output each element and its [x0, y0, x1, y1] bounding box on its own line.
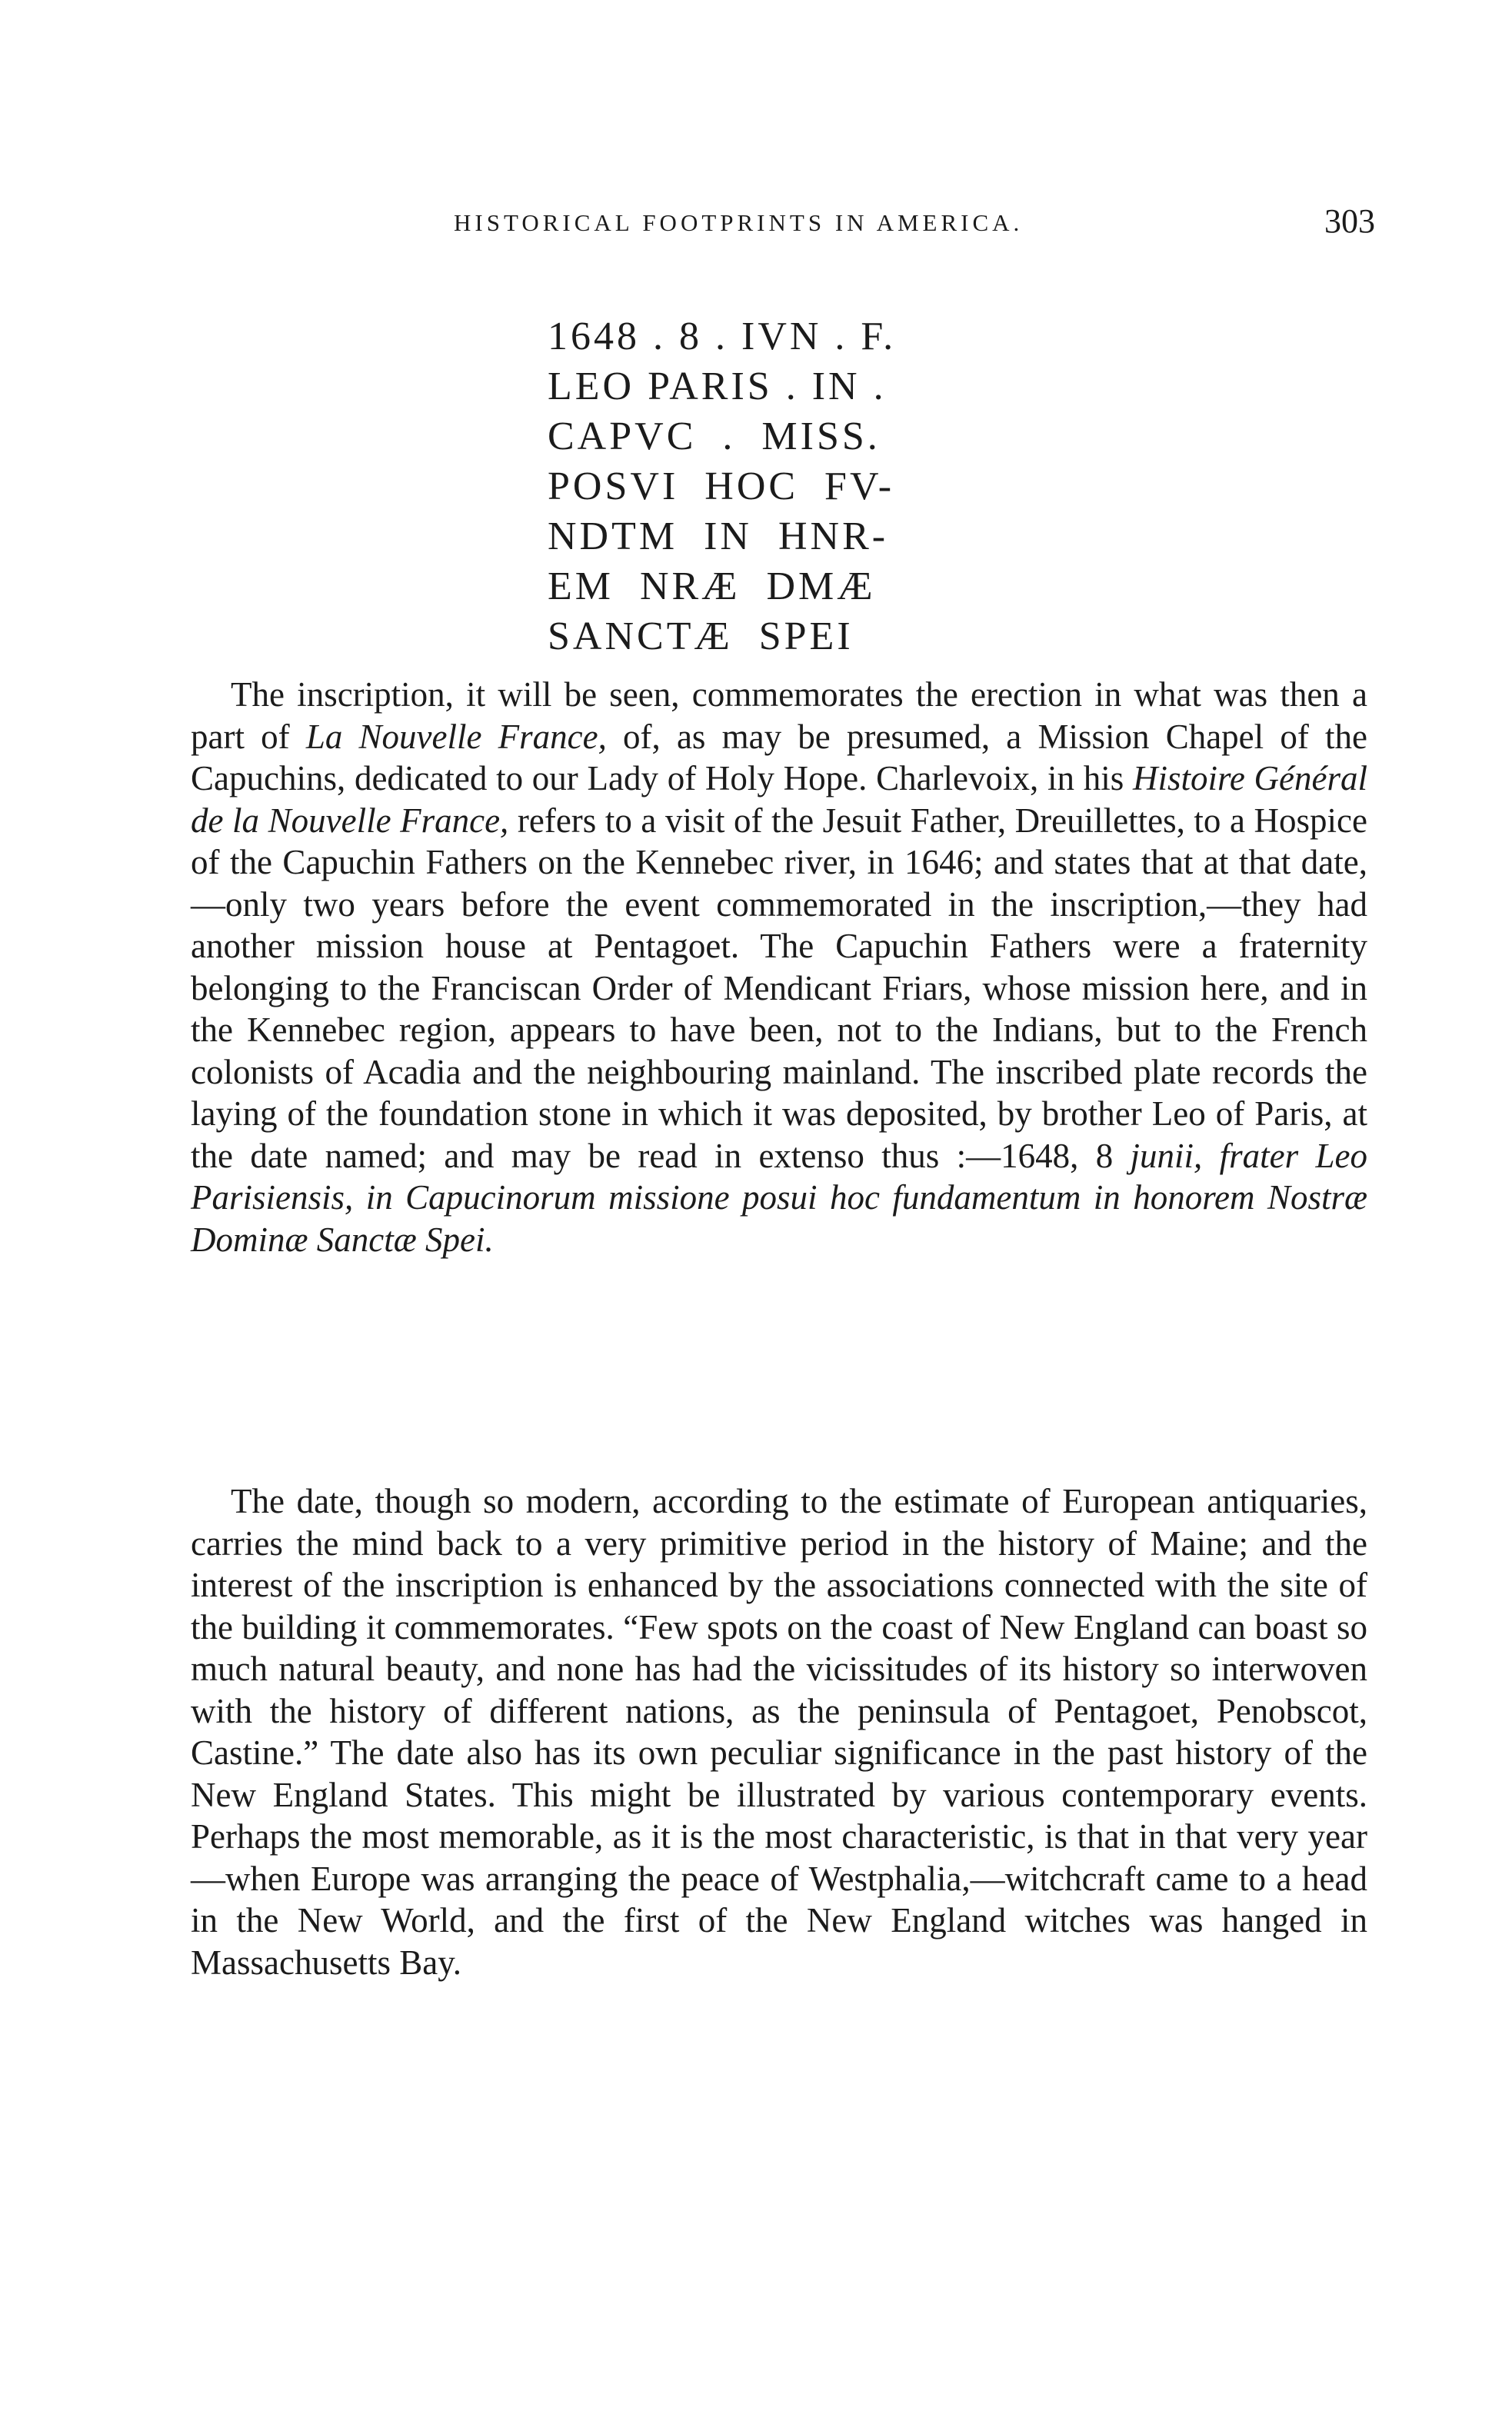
inscription-line: EM NRÆ DMÆ: [548, 564, 876, 608]
text-run: of, as may be presumed, a Mission Chapel of the Capuchins, dedicated to our Lady of Holy Hope. Charlevoix, in his: [191, 717, 1367, 797]
running-head: HISTORICAL FOOTPRINTS IN AMERICA.: [454, 209, 1024, 236]
inscription-line: NDTM IN HNR-: [548, 514, 889, 558]
text-run: refers to a visit of the Jesuit Father, Dreuillettes, to a Hospice of the Capuchin Fathers on the Kennebec river, in 1646; and states that at that date,—only two years before the event commemorated in the inscription,—they had another mission house at Pentagoet. The Capuchin Fathers were a fraternity belonging to the Franciscan Order of Mendicant Friars, whose mission here, and in the Kennebec region, appears to have been, not to the Indians, but to the French colonists of Acadia and the neighbouring mainland. The inscribed plate records the laying of the foundation stone in which it was deposited, by brother Leo of Paris, at the date named; and may be read in extenso thus :—1648, 8: [191, 801, 1367, 1175]
italic-title-la-nouvelle-france: La Nouvelle France,: [305, 717, 607, 756]
paragraph-inscription-commentary: [191, 674, 1367, 1260]
inscription-line: CAPVC . MISS.: [548, 415, 881, 458]
inscription-line: SANCTÆ SPEI: [548, 614, 854, 658]
text-run: The inscription, it will be seen, commemorates the erection in what was then a part of: [191, 675, 1367, 756]
inscription-line: POSVI HOC FV-: [548, 464, 895, 508]
italic-title-histoire-general: Histoire Général de la Nouvelle France,: [191, 759, 1368, 840]
italic-latin-transcription: junii, frater Leo Parisiensis, in Capucinorum missione posui hoc fundamentum in honorem Nostræ Dominæ Sanctæ Spei.: [191, 1136, 1367, 1259]
inscription-line: 1648 . 8 . IVN . F.: [548, 315, 897, 358]
inscription-line: LEO PARIS . IN .: [548, 365, 887, 408]
paragraph-date-significance: The date, though so modern, according to the estimate of European antiquaries, carries the mind back to a very primitive period in the history of Maine; and the interest of the inscription is enhanced by the associations connected with the site of the building it commemorates. “Few spots on the coast of New England can boast so much natural beauty, and none has had the vicissitudes of its history so interwoven with the history of different nations, as the peninsula of Pentagoet, Penobscot, Castine.” The date also has its own peculiar significance in the past history of the New England States. This might be illustrated by various contemporary events. Perhaps the most memorable, as it is the most characteristic, is that in that very year—when Europe was arranging the peace of Westphalia,—witchcraft came to a head in the New World, and the first of the New England witches was hanged in Massachusetts Bay.: [191, 1482, 1367, 1982]
inscription-block: [548, 311, 1086, 661]
page-number: 303: [1324, 202, 1375, 240]
